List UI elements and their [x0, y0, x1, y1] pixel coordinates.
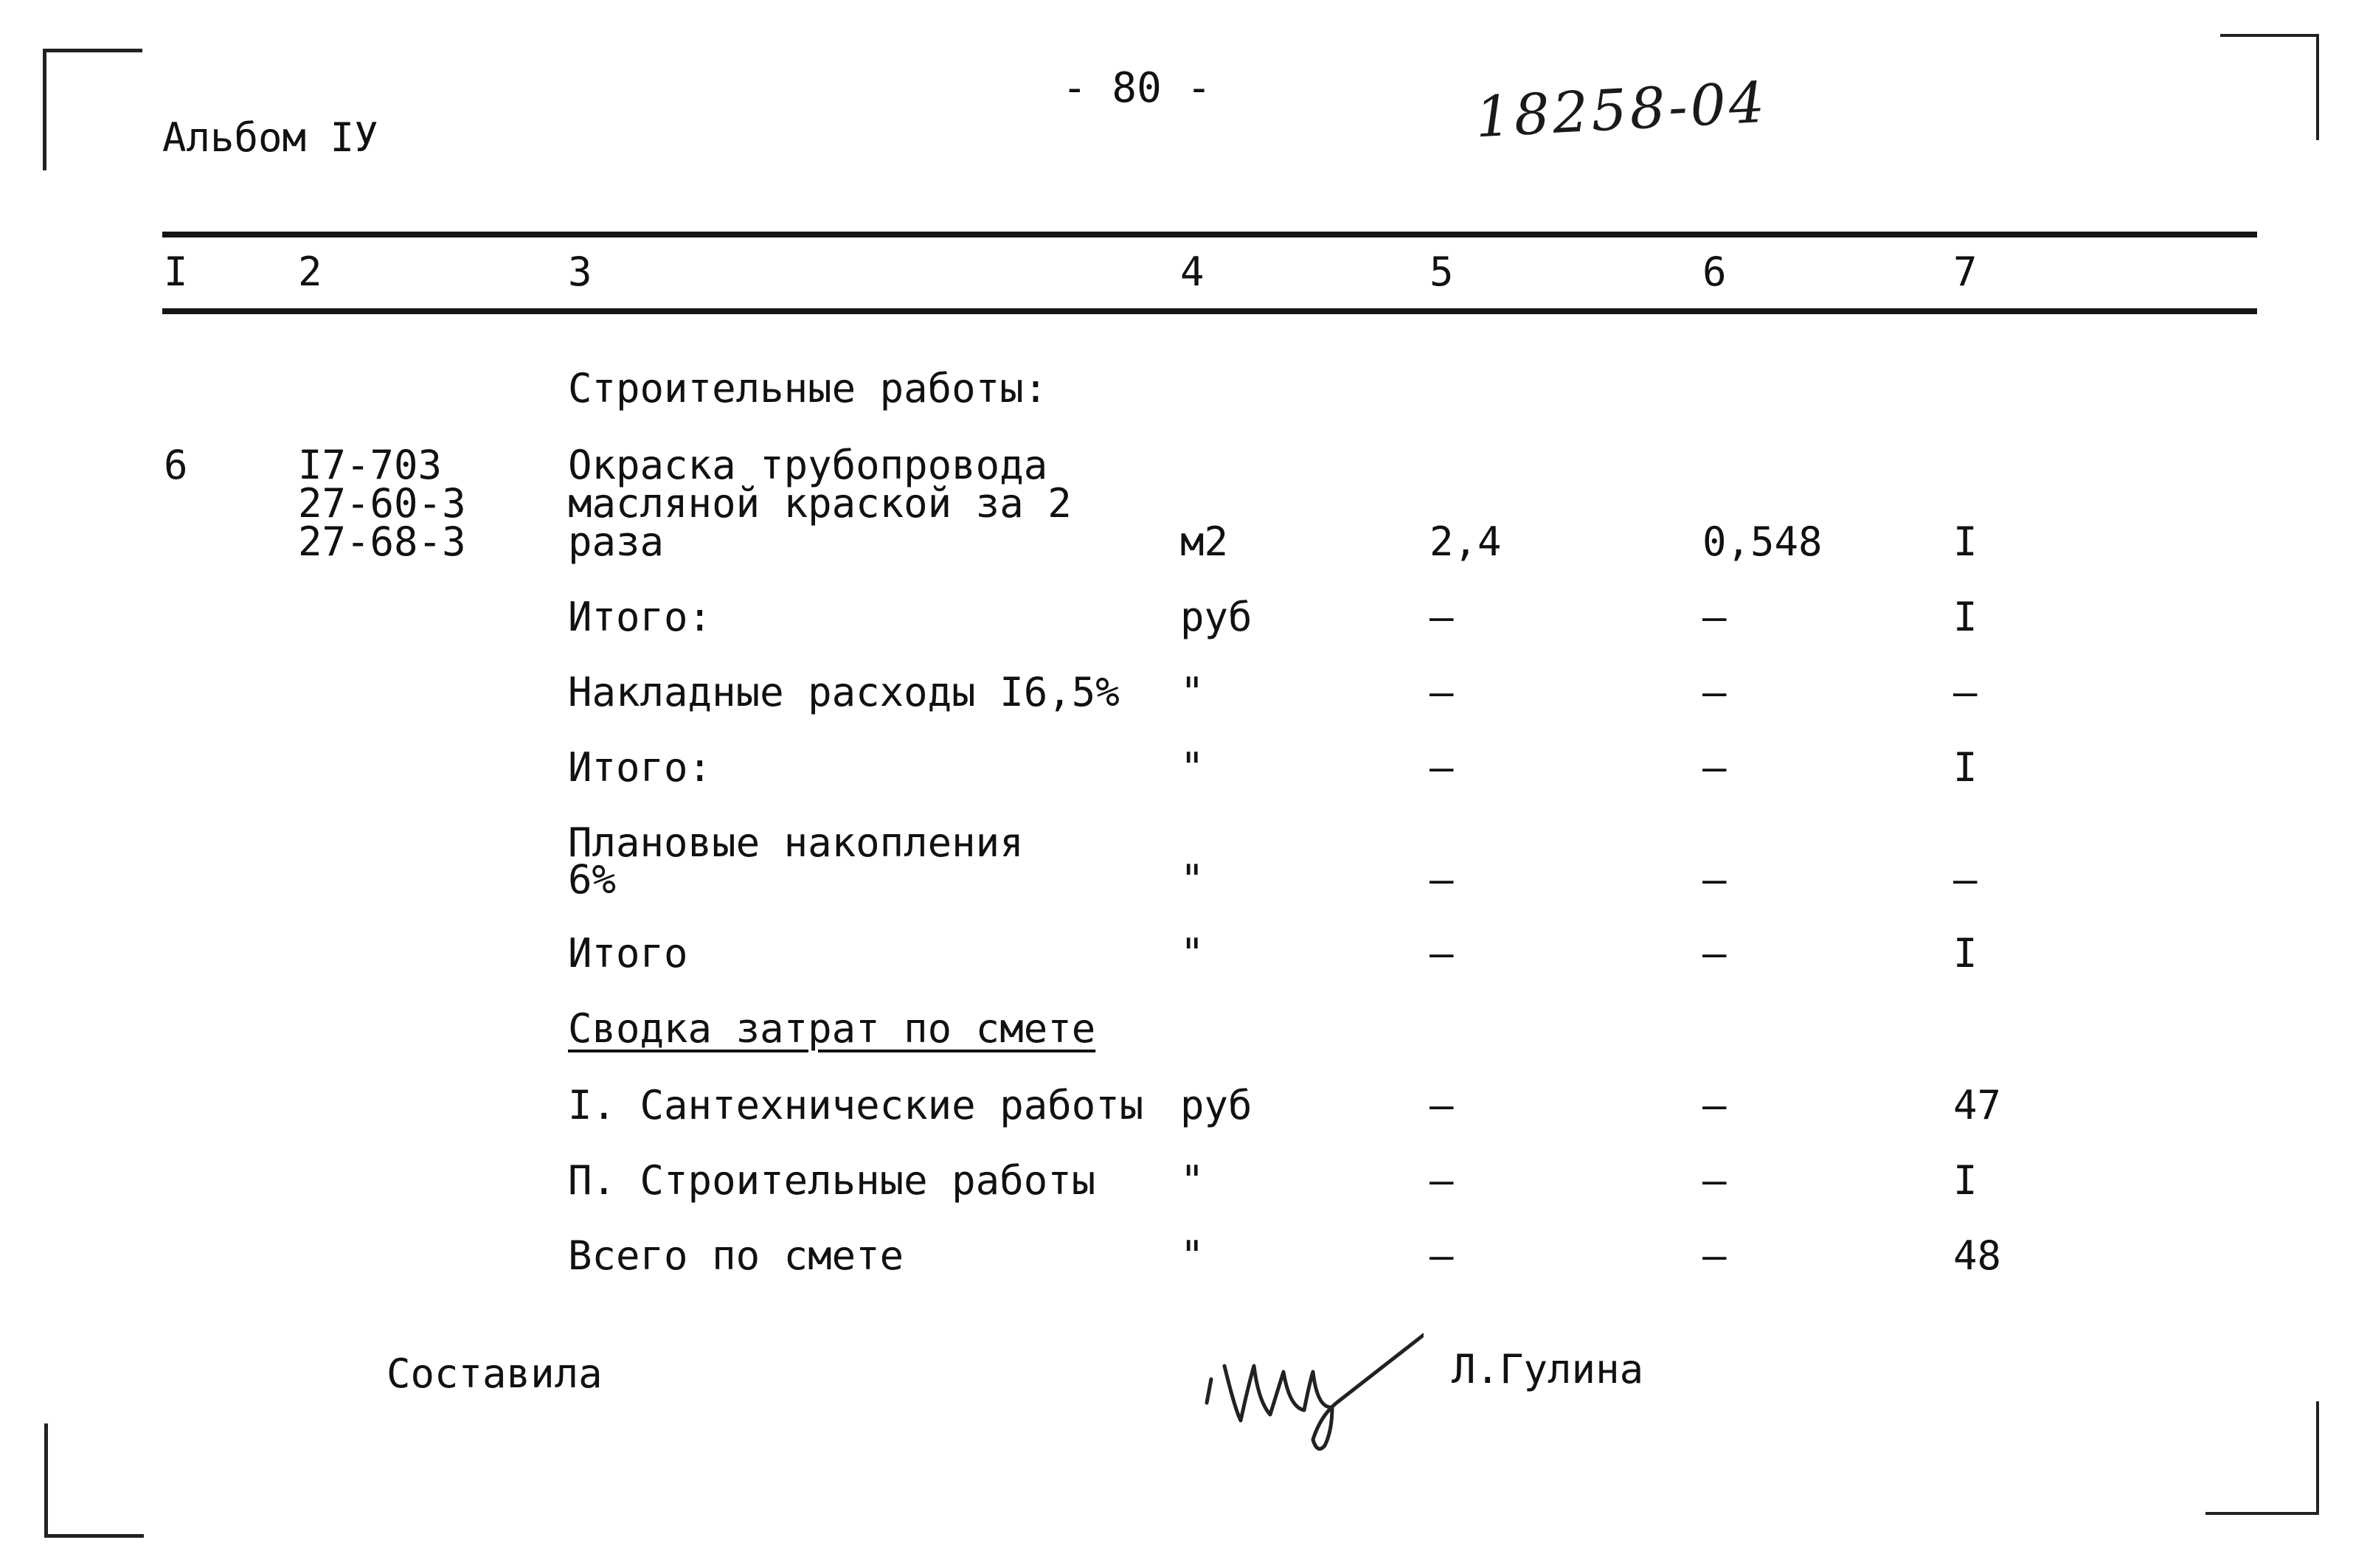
summary-col7: 48: [1953, 1232, 2002, 1279]
item-total: I: [1953, 518, 1978, 565]
section-title: Строительные работы:: [568, 365, 1048, 412]
column-header: 3: [568, 249, 592, 295]
table-top-rule: [162, 232, 2257, 237]
album-label: Альбом IУ: [162, 114, 378, 161]
row-description: Накладные расходы I6,5%: [568, 669, 1120, 715]
column-header: 7: [1953, 249, 1978, 295]
row-col5: –: [1430, 856, 1454, 903]
item-description-line: Окраска трубопровода: [568, 442, 1048, 488]
row-col6: –: [1702, 930, 1727, 976]
summary-col5: –: [1430, 1232, 1454, 1279]
compiled-by-label: Составила: [387, 1350, 603, 1397]
column-header: 2: [298, 249, 322, 295]
document-code: 18258-04: [1473, 69, 1770, 150]
row-col7: I: [1953, 930, 1978, 976]
row-col7: I: [1953, 594, 1978, 640]
summary-col5: –: [1430, 1157, 1454, 1204]
row-col7: –: [1953, 856, 1978, 903]
row-description-line: 6%: [568, 856, 617, 903]
row-col7: –: [1953, 669, 1978, 715]
row-col5: –: [1430, 669, 1454, 715]
summary-col6: –: [1702, 1157, 1727, 1204]
corner-mark-bottom-right: [2205, 1401, 2319, 1515]
row-col6: –: [1702, 669, 1727, 715]
row-description: Итого:: [568, 594, 713, 640]
summary-col7: 47: [1953, 1082, 2002, 1128]
summary-description: П. Строительные работы: [568, 1157, 1096, 1204]
summary-col6: –: [1702, 1232, 1727, 1279]
column-header: 6: [1702, 249, 1727, 295]
corner-mark-top-right: [2220, 34, 2319, 140]
row-description: Итого:: [568, 744, 713, 791]
row-description: Итого: [568, 930, 688, 976]
summary-col6: –: [1702, 1082, 1727, 1128]
summary-title: Сводка затрат по смете: [568, 1005, 1096, 1052]
column-header: 4: [1180, 249, 1205, 295]
item-description-line: раза: [568, 518, 665, 565]
table-header-rule: [162, 308, 2257, 314]
item-description-line: масляной краской за 2: [568, 480, 1072, 527]
summary-description: I. Сантехнические работы: [568, 1082, 1144, 1128]
summary-unit: руб: [1180, 1082, 1252, 1128]
row-description-line: Плановые накопления: [568, 819, 1024, 866]
row-col5: –: [1430, 744, 1454, 791]
item-code: 27-68-3: [298, 518, 466, 565]
column-header: I: [164, 249, 188, 295]
row-unit: ": [1180, 744, 1205, 791]
summary-col7: I: [1953, 1157, 1978, 1204]
summary-description: Всего по смете: [568, 1232, 904, 1279]
row-col5: –: [1430, 594, 1454, 640]
row-col6: –: [1702, 594, 1727, 640]
summary-unit: ": [1180, 1232, 1205, 1279]
column-header: 5: [1430, 249, 1454, 295]
row-unit: ": [1180, 930, 1205, 976]
signature-mark: [1202, 1320, 1424, 1460]
row-unit: руб: [1180, 594, 1252, 640]
compiler-name: Л.Гулина: [1452, 1346, 1644, 1392]
row-col5: –: [1430, 930, 1454, 976]
item-code: I7-703: [298, 442, 443, 488]
item-unit: м2: [1180, 518, 1229, 565]
row-col6: –: [1702, 856, 1727, 903]
row-unit: ": [1180, 856, 1205, 903]
page-number: - 80 -: [1062, 64, 1212, 112]
corner-mark-bottom-left: [44, 1423, 144, 1538]
item-number: 6: [164, 442, 188, 488]
row-unit: ": [1180, 669, 1205, 715]
item-quantity: 2,4: [1430, 518, 1502, 565]
row-col7: I: [1953, 744, 1978, 791]
summary-unit: ": [1180, 1157, 1205, 1204]
corner-mark-top-left: [43, 49, 142, 170]
summary-col5: –: [1430, 1082, 1454, 1128]
item-code: 27-60-3: [298, 480, 466, 527]
item-price: 0,548: [1702, 518, 1823, 565]
row-col6: –: [1702, 744, 1727, 791]
